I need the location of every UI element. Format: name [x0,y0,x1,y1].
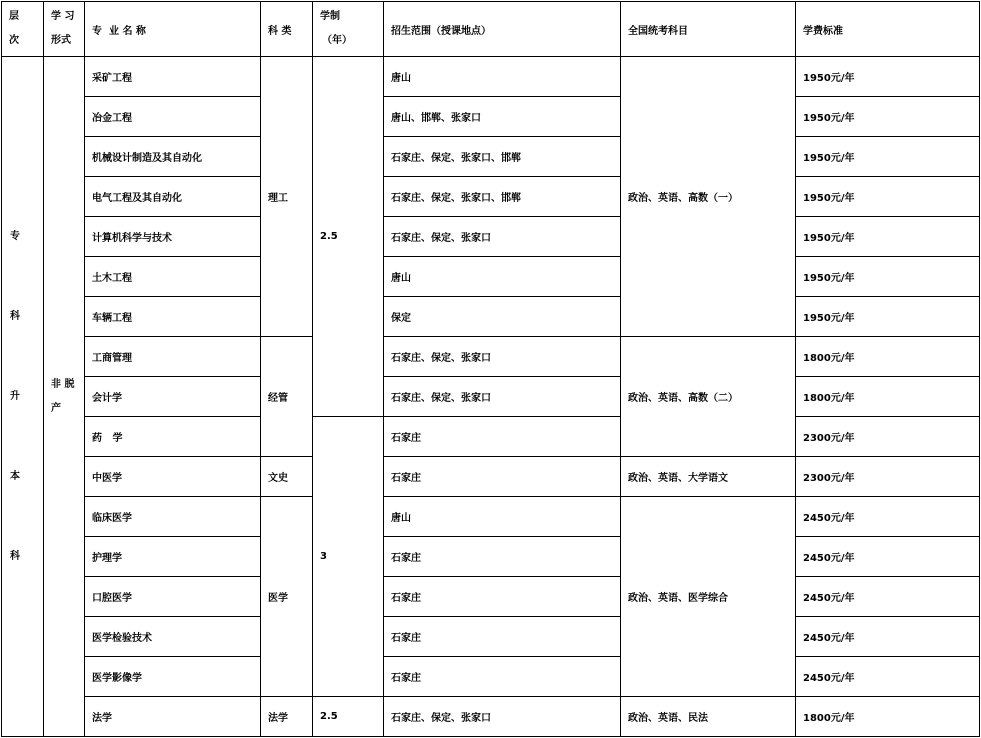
header-exam: 全国统考科目 [621,2,796,57]
region-cell: 保定 [384,297,621,337]
table-row [2,577,980,617]
region-cell: 石家庄、保定、张家口、邯郸 [384,177,621,217]
fee-cell: 2450元/年 [796,497,980,537]
fee-cell: 1950元/年 [796,57,980,97]
header-category: 科 类 [261,2,313,57]
table-row [2,497,980,537]
region-cell: 石家庄、保定、张家口 [384,377,621,417]
region-cell: 石家庄、保定、张家口 [384,217,621,257]
major-cell: 口腔医学 [85,577,261,617]
fee-cell: 2450元/年 [796,577,980,617]
duration-cell: 2.5 [313,697,384,737]
major-cell: 土木工程 [85,257,261,297]
fee-cell: 1950元/年 [796,137,980,177]
region-cell: 石家庄、保定、张家口、邯郸 [384,137,621,177]
major-cell: 法学 [85,697,261,737]
header-major: 专 业 名 称 [85,2,261,57]
table-row [2,217,980,257]
region-cell: 石家庄 [384,537,621,577]
exam-cell: 政治、英语、大学语文 [621,457,796,497]
category-cell: 理工 [261,57,313,337]
region-cell: 石家庄 [384,417,621,457]
table-row [2,457,980,497]
major-cell: 会计学 [85,377,261,417]
table-row [2,697,980,737]
region-cell: 石家庄、保定、张家口 [384,697,621,737]
fee-cell: 1800元/年 [796,377,980,417]
header-region: 招生范围（授课地点） [384,2,621,57]
exam-cell: 政治、英语、高数（二） [621,337,796,457]
major-cell: 电气工程及其自动化 [85,177,261,217]
major-cell: 护理学 [85,537,261,577]
header-row [2,2,980,57]
fee-cell: 1950元/年 [796,217,980,257]
fee-cell: 2450元/年 [796,617,980,657]
fee-cell: 2450元/年 [796,537,980,577]
fee-cell: 1950元/年 [796,297,980,337]
header-level: 层 次 [2,2,44,57]
exam-cell: 政治、英语、民法 [621,697,796,737]
fee-cell: 1950元/年 [796,97,980,137]
table-row [2,57,980,97]
level-cell: 专 科 升 本 科 [2,57,44,737]
fee-cell: 1800元/年 [796,337,980,377]
mode-cell: 非 脱 产 [44,57,85,737]
major-cell: 采矿工程 [85,57,261,97]
exam-cell: 政治、英语、高数（一） [621,57,796,337]
region-cell: 唐山 [384,257,621,297]
fee-cell: 2300元/年 [796,457,980,497]
major-cell: 药 学 [85,417,261,457]
enrollment-table [1,1,980,737]
table-row [2,97,980,137]
header-duration: 学制 （年） [313,2,384,57]
fee-cell: 1950元/年 [796,257,980,297]
table-row [2,657,980,697]
table-row [2,337,980,377]
fee-cell: 2450元/年 [796,657,980,697]
major-cell: 冶金工程 [85,97,261,137]
region-cell: 唐山 [384,497,621,537]
duration-cell: 3 [313,417,384,697]
region-cell: 石家庄、保定、张家口 [384,337,621,377]
major-cell: 工商管理 [85,337,261,377]
region-cell: 唐山、邯郸、张家口 [384,97,621,137]
header-fee: 学费标准 [796,2,980,57]
fee-cell: 1950元/年 [796,177,980,217]
major-cell: 医学检验技术 [85,617,261,657]
region-cell: 石家庄 [384,657,621,697]
exam-cell: 政治、英语、医学综合 [621,497,796,697]
table-row [2,377,980,417]
table-row [2,297,980,337]
major-cell: 机械设计制造及其自动化 [85,137,261,177]
table-row [2,537,980,577]
header-mode: 学 习 形式 [44,2,85,57]
category-cell: 法学 [261,697,313,737]
category-cell: 医学 [261,497,313,697]
major-cell: 车辆工程 [85,297,261,337]
table-row [2,417,980,457]
region-cell: 唐山 [384,57,621,97]
region-cell: 石家庄 [384,577,621,617]
table-row [2,177,980,217]
major-cell: 中医学 [85,457,261,497]
duration-cell: 2.5 [313,57,384,417]
table-row [2,257,980,297]
fee-cell: 1800元/年 [796,697,980,737]
major-cell: 医学影像学 [85,657,261,697]
table-row [2,617,980,657]
table-row [2,137,980,177]
region-cell: 石家庄 [384,457,621,497]
major-cell: 临床医学 [85,497,261,537]
region-cell: 石家庄 [384,617,621,657]
category-cell: 经管 [261,337,313,457]
category-cell: 文史 [261,457,313,497]
major-cell: 计算机科学与技术 [85,217,261,257]
fee-cell: 2300元/年 [796,417,980,457]
